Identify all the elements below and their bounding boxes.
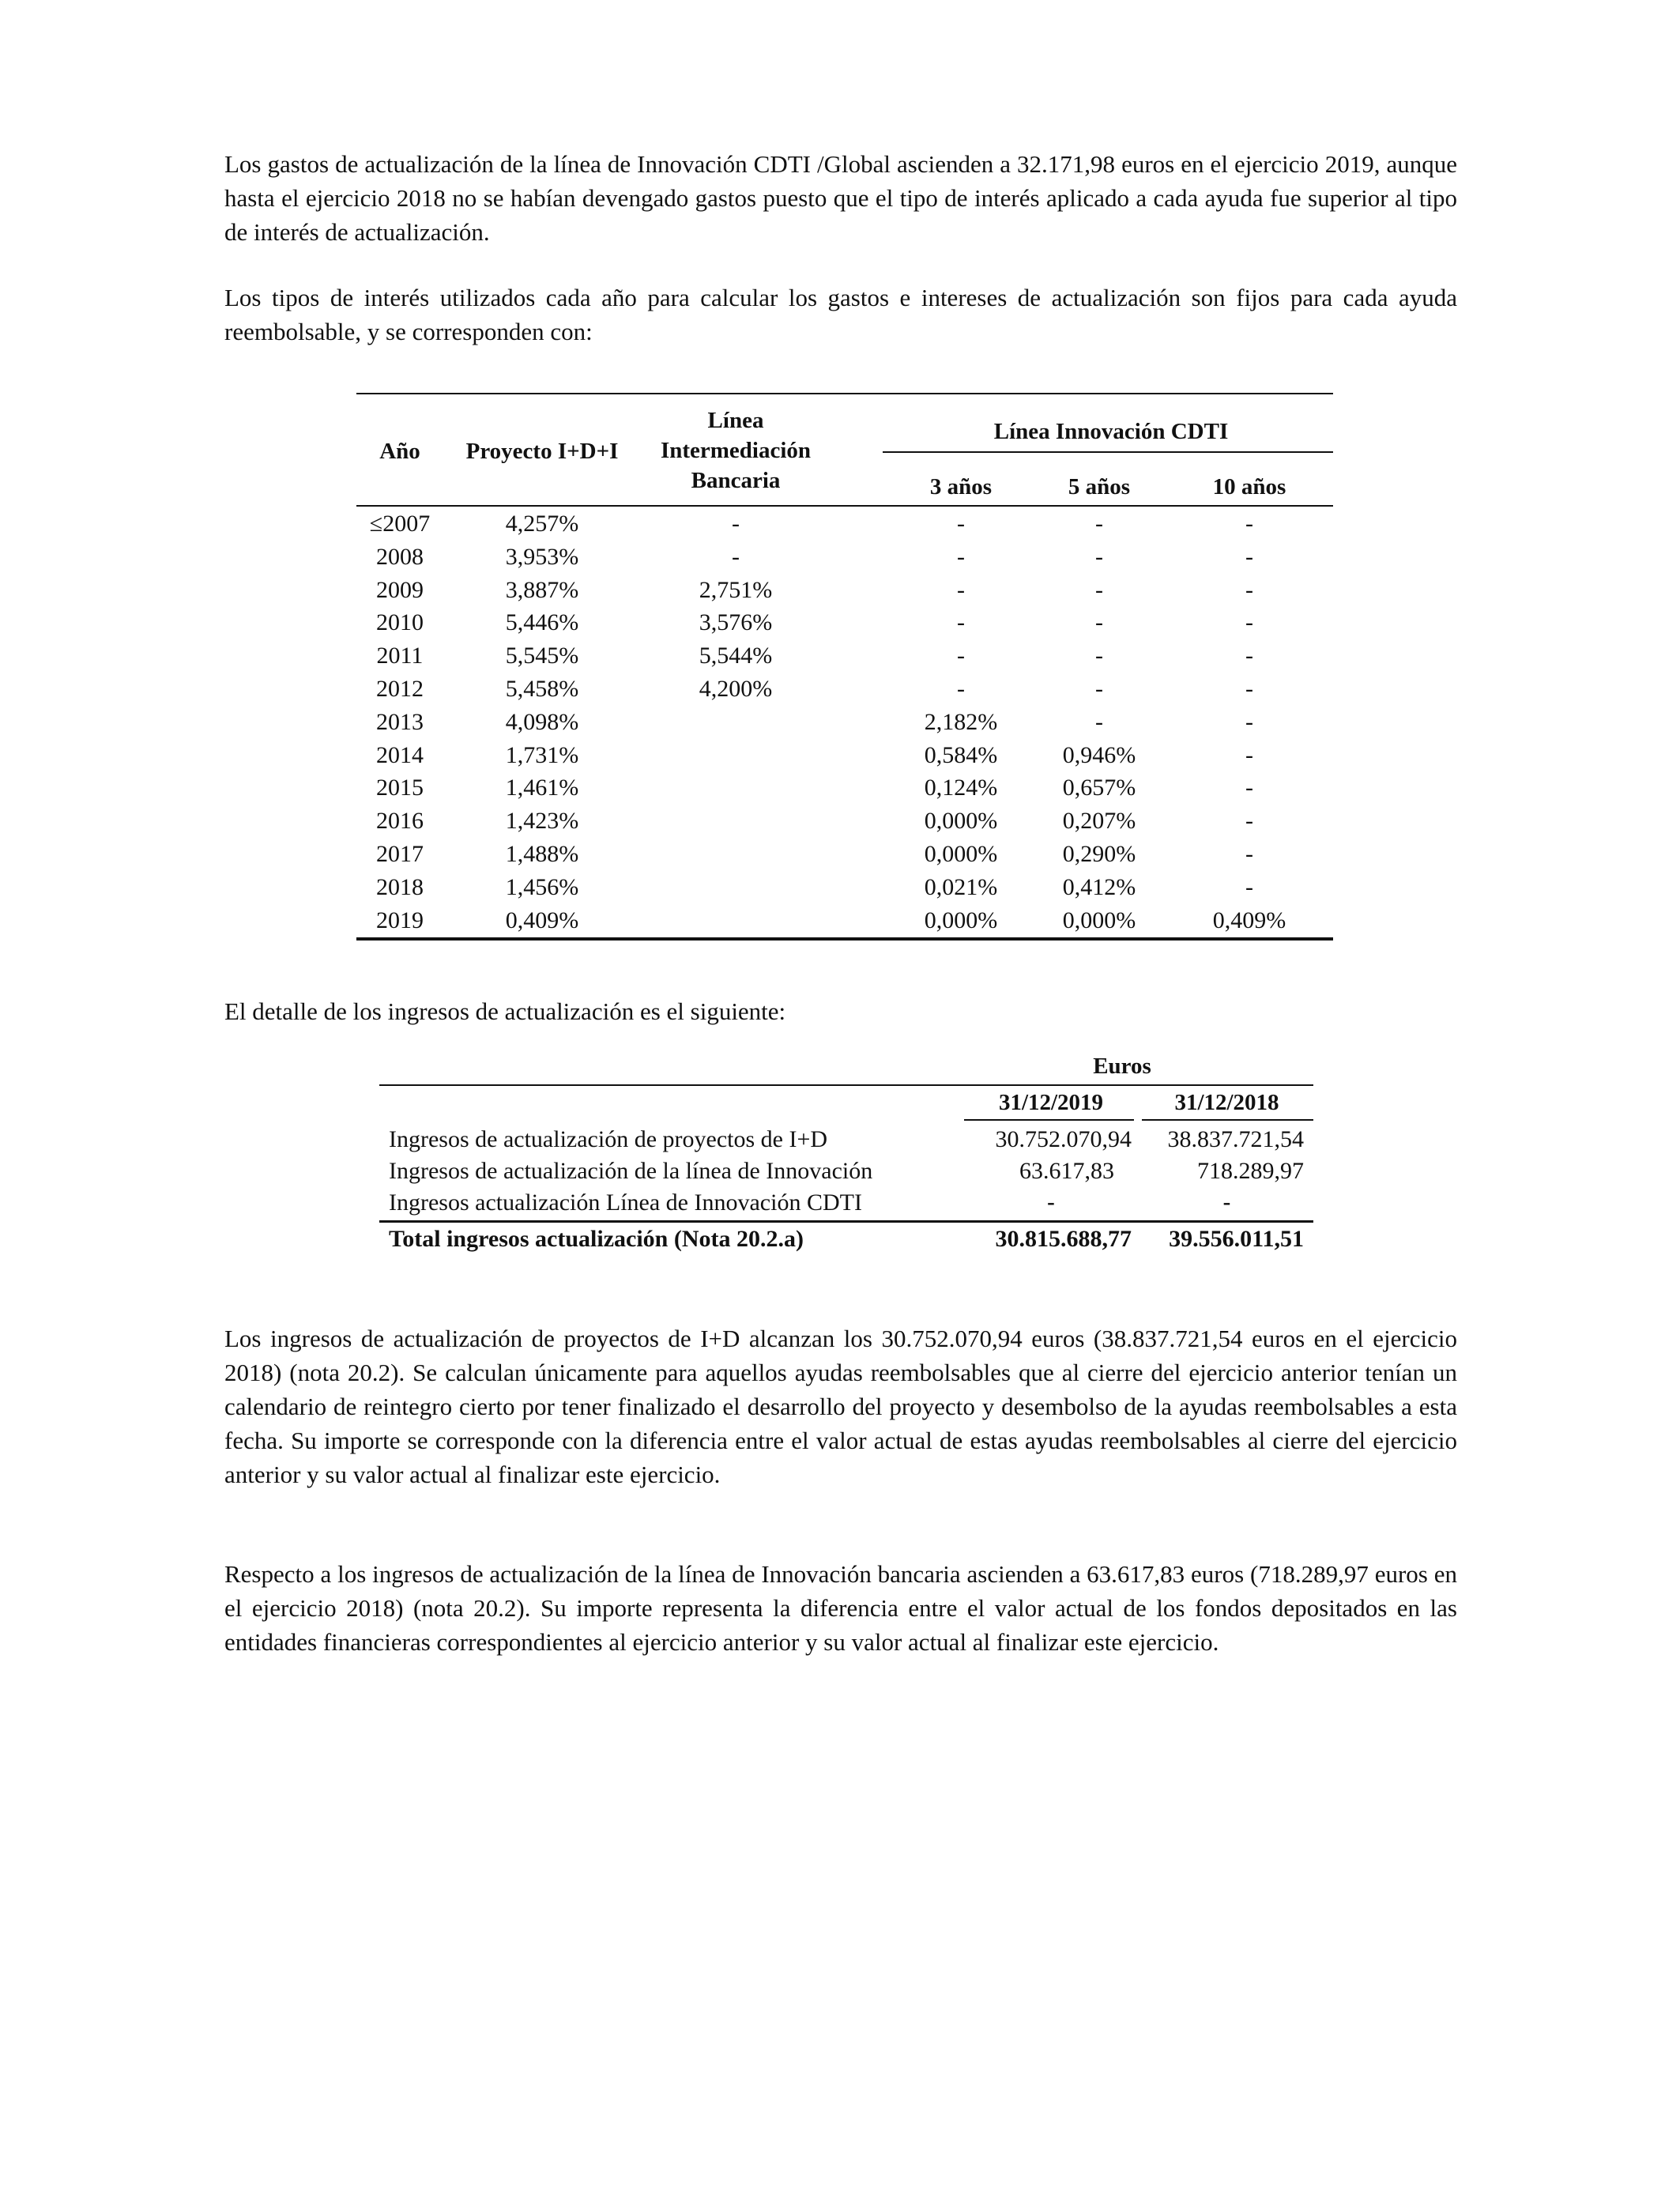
cdti-3-anos-cell: - [957,609,965,636]
year-cell: ≤2007 [369,511,431,537]
cdti-3-anos-cell: 0,000% [924,907,998,933]
cdti-group-rule [883,451,1333,453]
income-row-label: Ingresos de actualización de la línea de Innovación [389,1158,873,1184]
proyecto-cell: 0,409% [505,907,579,933]
income-top-rule [379,1084,1313,1086]
header-linea-line3: Bancaria [691,468,781,493]
cdti-3-anos-cell: 0,000% [924,808,998,835]
proyecto-cell: 5,458% [505,676,579,702]
proyecto-cell: 3,887% [505,576,579,603]
linea-cell [641,771,831,805]
linea-cell: 3,576% [699,609,773,636]
cdti-3-anos-cell: - [957,511,965,537]
year-cell: 2015 [376,775,424,801]
cdti-5-anos-cell: - [1095,543,1103,570]
cdti-10-anos-cell: - [1245,676,1253,702]
cdti-10-anos-cell: - [1245,543,1253,570]
cdti-5-anos-cell: - [1095,511,1103,537]
header-3-anos: 3 años [929,474,993,499]
proyecto-cell: 4,098% [505,708,579,735]
year-cell: 2011 [376,643,424,669]
year-cell: 2019 [376,907,424,933]
proyecto-cell: 1,731% [505,741,579,768]
cdti-5-anos-cell: 0,412% [1062,873,1136,900]
cdti-10-anos-cell: - [1245,808,1253,835]
cdti-3-anos-cell: - [957,676,965,702]
linea-cell: - [732,511,740,537]
income-row-2019-value: 30.752.070,94 [995,1126,1132,1152]
income-col-2019-rule [964,1119,1134,1121]
header-linea-line2: Intermediación [660,438,812,463]
income-col-2018-rule [1142,1119,1313,1121]
cdti-5-anos-cell: - [1095,576,1103,603]
cdti-10-anos-cell: - [1245,609,1253,636]
cdti-3-anos-cell: - [957,543,965,570]
cdti-10-anos-cell: - [1245,775,1253,801]
header-10-anos: 10 años [1212,474,1286,499]
income-row-2019-value: - [1047,1189,1055,1215]
proyecto-cell: 4,257% [505,511,579,537]
income-row-2018-value: 38.837.721,54 [1167,1126,1304,1152]
paragraph-detalle-ingresos: El detalle de los ingresos de actualización es el siguiente: [224,997,786,1025]
year-cell: 2017 [376,841,424,867]
proyecto-cell: 1,423% [505,808,579,835]
cdti-5-anos-cell: - [1095,708,1103,735]
proyecto-cell: 1,488% [505,841,579,867]
cdti-5-anos-cell: 0,657% [1062,775,1136,801]
linea-cell: 2,751% [699,576,773,603]
cdti-3-anos-cell: 0,584% [924,741,998,768]
cdti-5-anos-cell: 0,000% [1062,907,1136,933]
header-proyecto: Proyecto I+D+I [465,439,619,464]
linea-cell [641,706,831,739]
income-row-2018-value: 718.289,97 [1197,1158,1304,1184]
cdti-5-anos-cell: - [1095,609,1103,636]
income-total-2018: 39.556.011,51 [1169,1226,1304,1252]
linea-cell [641,904,831,937]
paragraph-ingresos-linea-bancaria: Respecto a los ingresos de actualización de la línea de Innovación bancaria ascienden a 63.617,83 euros (718.289,97 euros en el ejercicio 2018) (nota 20.2). Su importe representa la diferencia entre el valor actual de los fondos depositados en las entidades financieras correspondientes al ejercicio anterior y su valor actual al finalizar este ejercicio. [224,1560,1457,1656]
linea-cell: - [732,543,740,570]
paragraph-gastos-actualizacion: Los gastos de actualización de la línea de Innovación CDTI /Global ascienden a 32.171,98 euros en el ejercicio 2019, aunque hasta el ejercicio 2018 no se habían devengado gastos puesto que el tipo de interés aplicado a cada ayuda fue superior al tipo de interés de actualización. [224,150,1457,246]
cdti-5-anos-cell: 0,207% [1062,808,1136,835]
year-cell: 2018 [376,873,424,900]
linea-cell [641,838,831,871]
cdti-3-anos-cell: - [957,576,965,603]
income-total-rule [379,1220,1313,1223]
header-cdti-group: Línea Innovación CDTI [993,419,1229,444]
cdti-10-anos-cell: - [1245,576,1253,603]
year-cell: 2010 [376,609,424,636]
cdti-3-anos-cell: 2,182% [924,708,998,735]
cdti-10-anos-cell: - [1245,708,1253,735]
header-euros: Euros [1093,1054,1151,1079]
cdti-3-anos-cell: 0,000% [924,841,998,867]
cdti-10-anos-cell: 0,409% [1212,907,1286,933]
proyecto-cell: 1,461% [505,775,579,801]
income-row-2019-value: 63.617,83 [1019,1158,1114,1184]
header-5-anos: 5 años [1068,474,1131,499]
cdti-3-anos-cell: 0,124% [924,775,998,801]
year-cell: 2013 [376,708,424,735]
header-year: Año [379,439,420,464]
cdti-5-anos-cell: - [1095,676,1103,702]
cdti-10-anos-cell: - [1245,873,1253,900]
cdti-5-anos-cell: 0,290% [1062,841,1136,867]
header-col-2018: 31/12/2018 [1174,1090,1279,1115]
linea-cell [641,805,831,838]
year-cell: 2012 [376,676,424,702]
proyecto-cell: 3,953% [505,543,579,570]
proyecto-cell: 5,545% [505,643,579,669]
cdti-5-anos-cell: 0,946% [1062,741,1136,768]
cdti-10-anos-cell: - [1245,841,1253,867]
paragraph-ingresos-proyectos: Los ingresos de actualización de proyectos de I+D alcanzan los 30.752.070,94 euros (38.837.721,54 euros en el ejercicio 2018) (nota 20.2). Se calculan únicamente para aquellos ayudas reembolsables que al cierre del ejercicio anterior tenían un calendario de reintegro cierto por tener finalizado el desarrollo del proyecto y desembolso de la ayudas reembolsables a esta fecha. Su importe se corresponde con la diferencia entre el valor actual de estas ayudas reembolsables al cierre del ejercicio anterior y su valor actual al finalizar este ejercicio. [224,1325,1457,1488]
cdti-3-anos-cell: - [957,643,965,669]
income-total-label: Total ingresos actualización (Nota 20.2.a) [389,1226,804,1252]
interest-rates-table [356,393,1333,941]
income-row-2018-value: - [1222,1189,1231,1215]
cdti-10-anos-cell: - [1245,741,1253,768]
cdti-10-anos-cell: - [1245,643,1253,669]
proyecto-cell: 1,456% [505,873,579,900]
income-table [379,1051,1313,1257]
cdti-10-anos-cell: - [1245,511,1253,537]
paragraph-tipos-interes: Los tipos de interés utilizados cada año para calcular los gastos e intereses de actualización son fijos para cada ayuda reembolsable, y se corresponden con: [224,284,1457,345]
cdti-5-anos-cell: - [1095,643,1103,669]
header-bottom-rule [356,505,1333,507]
proyecto-cell: 5,446% [505,609,579,636]
linea-cell: 4,200% [699,676,773,702]
linea-cell [641,739,831,772]
year-cell: 2016 [376,808,424,835]
header-linea-line1: Línea [707,408,764,433]
income-total-2019: 30.815.688,77 [995,1226,1132,1252]
table-bottom-rule [356,937,1333,941]
income-row-label: Ingresos de actualización de proyectos de I+D [389,1126,828,1152]
linea-cell: 5,544% [699,643,773,669]
year-cell: 2008 [376,543,424,570]
linea-cell [641,871,831,904]
table-top-rule [356,393,1333,394]
year-cell: 2009 [376,576,424,603]
cdti-3-anos-cell: 0,021% [924,873,998,900]
income-row-label: Ingresos actualización Línea de Innovación CDTI [389,1189,862,1216]
year-cell: 2014 [376,741,424,768]
header-col-2019: 31/12/2019 [998,1090,1104,1115]
